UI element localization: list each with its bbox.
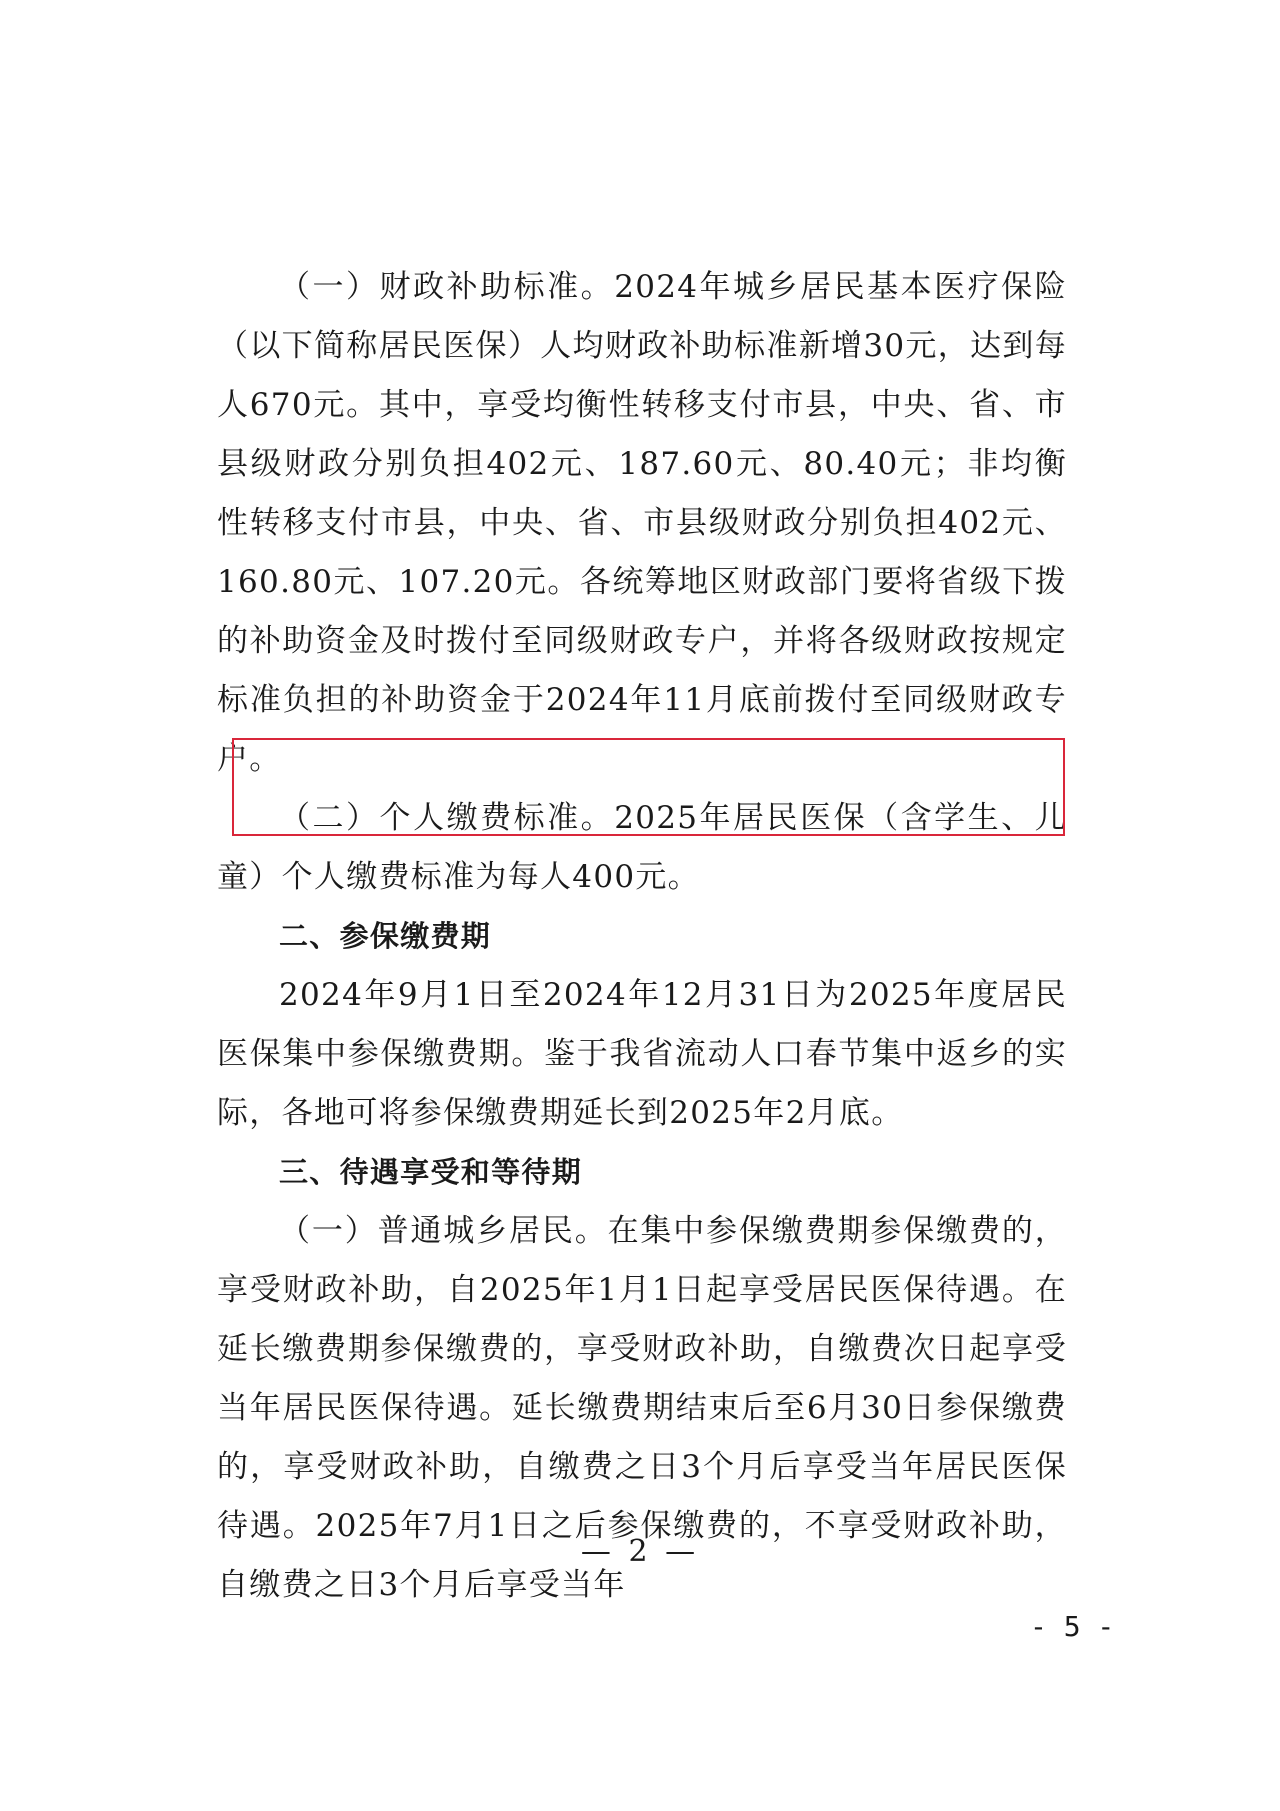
text-block-section1 [217, 258, 1067, 1615]
paragraph-benefits: （一）普通城乡居民。在集中参保缴费期参保缴费的，享受财政补助，自2025年1月1日起享受居民医保待遇。在延长缴费期参保缴费的，享受财政补助，自缴费次日起享受当年居民医保待遇。延长缴费期结束后至6月30日参保缴费的，享受财政补助，自缴费之日3个月后享受当年居民医保待遇。2025年7月1日之后参保缴费的，不享受财政补助，自缴费之日3个月后享受当年 [217, 1213, 1067, 1603]
outer-page-number: - 5 - [1030, 1610, 1115, 1643]
section-heading-benefits: 三、待遇享受和等待期 [279, 1155, 583, 1189]
section-heading-enrollment-period: 二、参保缴费期 [279, 919, 492, 953]
paragraph-personal-contribution: （二）个人缴费标准。2025年居民医保（含学生、儿童）个人缴费标准为每人400元。 [217, 800, 1067, 895]
paragraph-fiscal-subsidy: （一）财政补助标准。2024年城乡居民基本医疗保险（以下简称居民医保）人均财政补助标准新增30元，达到每人670元。其中，享受均衡性转移支付市县，中央、省、市县级财政分别负担402元、187.60元、80.40元；非均衡性转移支付市县，中央、省、市县级财政分别负担402元、160.80元、107.20元。各统筹地区财政部门要将省级下拨的补助资金及时拨付至同级财政专户，并将各级财政按规定标准负担的补助资金于2024年11月底前拨付至同级财政专户。 [217, 269, 1067, 777]
inner-page-number: — 2 — [580, 1534, 700, 1569]
paragraph-enrollment-period: 2024年9月1日至2024年12月31日为2025年度居民医保集中参保缴费期。鉴于我省流动人口春节集中返乡的实际，各地可将参保缴费期延长到2025年2月底。 [217, 977, 1067, 1131]
